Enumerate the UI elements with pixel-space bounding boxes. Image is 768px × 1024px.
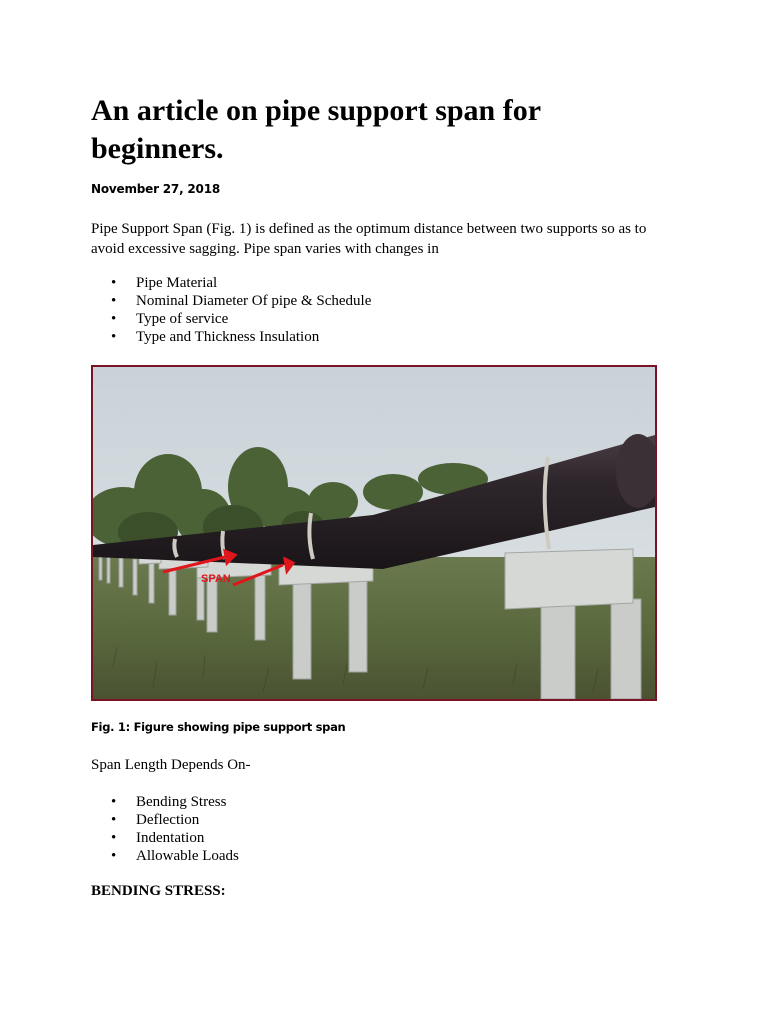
variation-list [91,274,371,346]
bullet-icon: • [111,275,117,291]
bullet-icon: • [111,830,117,846]
list-item-text: Pipe Material [136,275,218,291]
list-item-text: Type of service [136,311,229,327]
bullet-icon: • [111,293,117,309]
list-item-text: Nominal Diameter Of pipe & Schedule [136,293,372,309]
list-item [91,847,239,865]
bullet-icon: • [111,311,117,327]
list-item [91,310,371,328]
list-item [91,811,239,829]
figure-caption: Fig. 1: Figure showing pipe support span [91,720,346,734]
depends-heading: Span Length Depends On- [91,757,251,773]
list-item-text: Deflection [136,812,200,828]
bullet-icon: • [111,812,117,828]
list-item-text: Allowable Loads [136,848,239,864]
pipe-support-photo [93,367,655,699]
bullet-icon: • [111,794,117,810]
pipe-support-figure [91,365,657,701]
list-item-text: Bending Stress [136,794,227,810]
article-title: An article on pipe support span for beginners. [91,94,541,165]
span-annotation: SPAN [201,573,231,585]
list-item-text: Indentation [136,830,205,846]
list-item [91,829,239,847]
list-item-text: Type and Thickness Insulation [136,329,320,345]
list-item [91,274,371,292]
bullet-icon: • [111,329,117,345]
article-date: November 27, 2018 [91,182,221,196]
intro-paragraph: Pipe Support Span (Fig. 1) is defined as the optimum distance between two supports so as to avoid excessive sagging. Pipe span varies with changes in [91,221,647,257]
depends-list [91,793,239,865]
list-item [91,793,239,811]
section-heading-bending-stress: BENDING STRESS: [91,883,226,899]
bullet-icon: • [111,848,117,864]
list-item [91,292,371,310]
list-item [91,328,371,346]
